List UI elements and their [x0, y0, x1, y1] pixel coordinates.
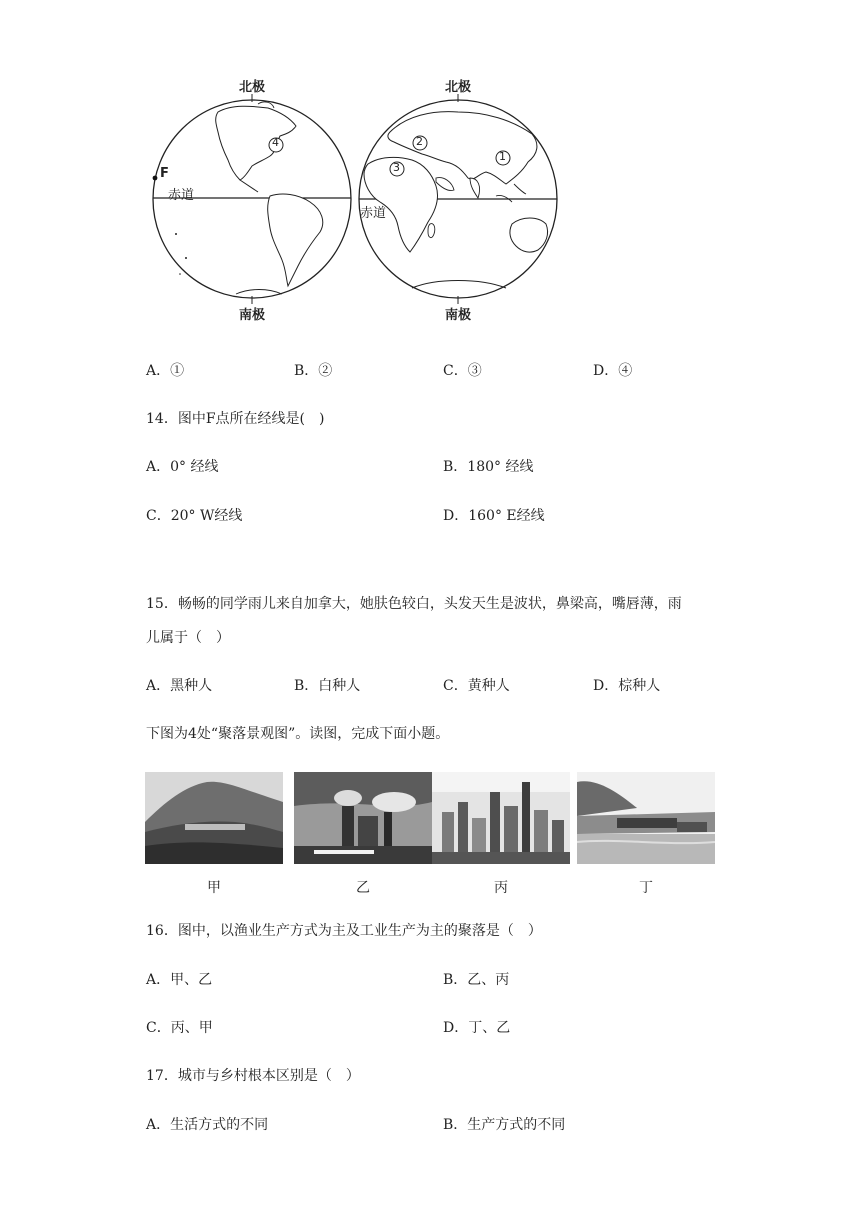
photo-jia-mountain-village [145, 772, 283, 864]
q17-option-a[interactable]: A．生活方式的不同 [146, 1117, 269, 1133]
q14-option-d[interactable]: D．160° E经线 [443, 508, 545, 524]
marker-2-label: 2 [416, 135, 423, 148]
east-equator-label: 赤道 [360, 206, 387, 221]
east-north-pole-label: 北极 [445, 80, 472, 95]
west-equator-label: 赤道 [168, 188, 195, 203]
eastern-hemisphere [359, 94, 557, 304]
q15-stem-line2: 儿属于（ ） [146, 630, 230, 646]
q16-option-c[interactable]: C．丙、甲 [146, 1020, 213, 1036]
photo-ding-fishing-harbor [577, 772, 715, 864]
point-f-label: F [160, 166, 169, 181]
q13-option-c[interactable]: C．③ [443, 363, 482, 379]
q15-option-a[interactable]: A．黑种人 [146, 678, 213, 694]
q14-option-c[interactable]: C．20° W经线 [146, 508, 243, 524]
photo-bing-city [432, 772, 570, 864]
east-south-pole-label: 南极 [445, 308, 472, 323]
q16-option-a[interactable]: A．甲、乙 [146, 972, 213, 988]
q17-stem: 17．城市与乡村根本区别是（ ） [146, 1068, 360, 1084]
caption-jia: 甲 [207, 880, 221, 896]
q15-stem-line1: 15．畅畅的同学雨儿来自加拿大，她肤色较白，头发天生是波状，鼻梁高，嘴唇薄，雨 [146, 596, 682, 612]
q15-option-b[interactable]: B．白种人 [294, 678, 361, 694]
q13-option-d[interactable]: D．④ [593, 363, 633, 379]
q14-option-a[interactable]: A．0° 经线 [146, 459, 219, 475]
caption-yi: 乙 [356, 880, 370, 896]
west-north-pole-label: 北极 [239, 80, 266, 95]
caption-ding: 丁 [639, 880, 653, 896]
hemisphere-maps-drawing [140, 74, 570, 324]
q16-stem: 16．图中，以渔业生产方式为主及工业生产为主的聚落是（ ） [146, 923, 542, 939]
q17-option-b[interactable]: B．生产方式的不同 [443, 1117, 566, 1133]
caption-bing: 丙 [494, 880, 508, 896]
q13-option-a[interactable]: A．① [146, 363, 185, 379]
point-f-marker [153, 176, 158, 181]
q14-option-b[interactable]: B．180° 经线 [443, 459, 534, 475]
q13-option-b[interactable]: B．② [294, 363, 333, 379]
q15-option-c[interactable]: C．黄种人 [443, 678, 510, 694]
hemisphere-maps [140, 74, 570, 324]
q16-option-d[interactable]: D．丁、乙 [443, 1020, 511, 1036]
marker-3-label: 3 [393, 161, 400, 174]
q14-stem: 14．图中F点所在经线是( ) [146, 411, 325, 427]
marker-4-label: 4 [272, 136, 279, 149]
marker-1-label: 1 [499, 150, 506, 163]
photo-yi-industrial [294, 772, 432, 864]
settlement-intro: 下图为4处“聚落景观图”。读图，完成下面小题。 [146, 726, 450, 742]
q16-option-b[interactable]: B．乙、丙 [443, 972, 510, 988]
q15-option-d[interactable]: D．棕种人 [593, 678, 661, 694]
west-south-pole-label: 南极 [239, 308, 266, 323]
